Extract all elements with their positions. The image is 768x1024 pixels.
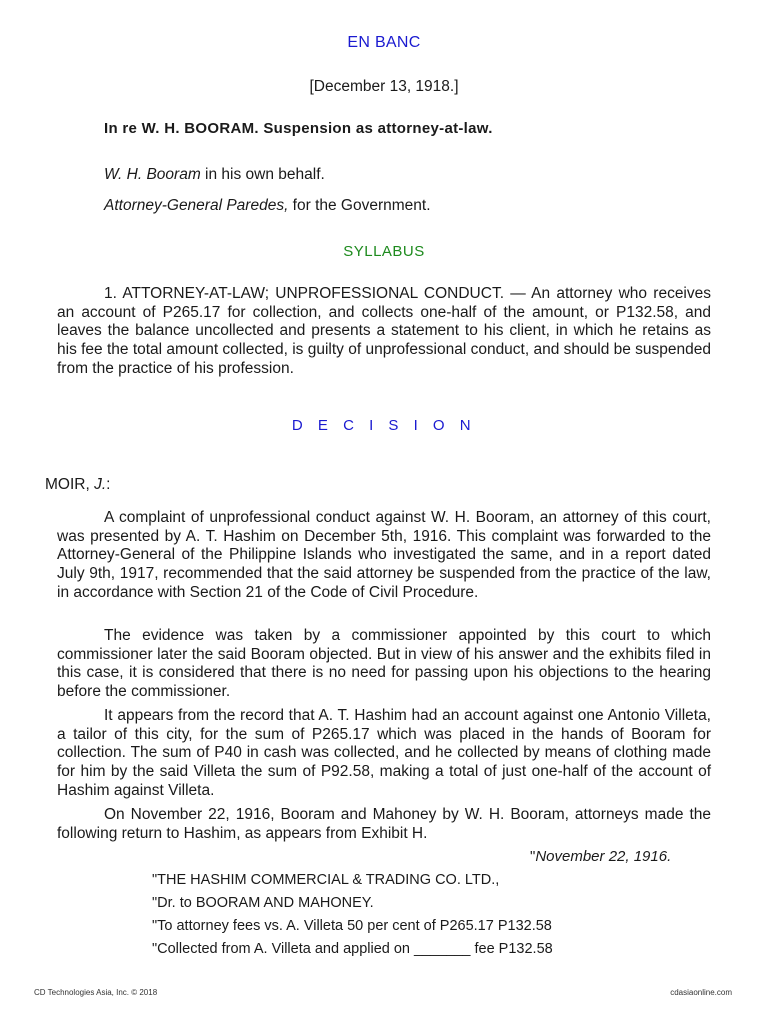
- quote-line: "THE HASHIM COMMERCIAL & TRADING CO. LTD.,: [152, 872, 500, 888]
- ponente-name: MOIR,: [45, 476, 95, 493]
- case-title: In re W. H. BOORAM. Suspension as attorney-at-law.: [104, 120, 493, 137]
- quote-date: [530, 848, 671, 865]
- footer-copyright: CD Technologies Asia, Inc. © 2018: [34, 988, 158, 997]
- decision-heading: D E C I S I O N: [291, 417, 477, 434]
- counsel-line-government: [104, 197, 431, 215]
- case-date: [December 13, 1918.]: [309, 78, 459, 95]
- footer-website: cdasiaonline.com: [670, 988, 732, 997]
- decision-paragraph: It appears from the record that A. T. Hashim had an account against one Antonio Villeta, a tailor of this city, for the sum of P265.17 which was placed in the hands of Booram for collection. The sum of P40 in cash was collected, and he collected by means of clothing made for him by the said Villeta the sum of P92.58, making a total of just one-half of the account of Hashim against Villeta.: [57, 707, 711, 799]
- ponente: [45, 476, 110, 494]
- counsel-role: in his own behalf.: [200, 166, 325, 183]
- counsel-name: Attorney-General Paredes,: [104, 197, 289, 214]
- ponente-title: J.: [94, 476, 107, 493]
- quote-date-text: November 22, 1916.: [535, 848, 672, 865]
- quote-line: "Dr. to BOORAM AND MAHONEY.: [152, 895, 374, 911]
- quote-mark: ": [530, 848, 536, 865]
- quote-line: "Collected from A. Villeta and applied on _______ fee P132.58: [152, 941, 553, 957]
- counsel-role: for the Government.: [288, 197, 431, 214]
- counsel-name: W. H. Booram: [104, 166, 201, 183]
- syllabus-paragraph: 1. ATTORNEY-AT-LAW; UNPROFESSIONAL CONDUCT. — An attorney who receives an account of P265.17 for collection, and collects one-half of the amount, or P132.58, and leaves the balance uncollected and presents a statement to his client, in which he retains as his fee the total amount collected, is guilty of unprofessional conduct, and should be suspended from the practice of his profession.: [57, 285, 712, 377]
- counsel-line-respondent: [104, 166, 325, 184]
- decision-paragraph: On November 22, 1916, Booram and Mahoney by W. H. Booram, attorneys made the following return to Hashim, as appears from Exhibit H.: [57, 806, 711, 842]
- ponente-suffix: :: [106, 476, 111, 493]
- decision-paragraph: A complaint of unprofessional conduct against W. H. Booram, an attorney of this court, was presented by A. T. Hashim on December 5th, 1916. This complaint was forwarded to the Attorney-General of the Philippine Islands who investigated the same, and in a report dated July 9th, 1917, recommended that the said attorney be suspended from the practice of the law, in accordance with Section 21 of the Code of Civil Procedure.: [57, 509, 711, 601]
- syllabus-heading: SYLLABUS: [343, 243, 425, 260]
- court-heading: EN BANC: [347, 34, 421, 51]
- decision-paragraph: The evidence was taken by a commissioner appointed by this court to which commissioner later the said Booram objected. But in view of his answer and the exhibits filed in this case, it is considered that there is no need for passing upon his objections to the hearing before the commissioner.: [57, 627, 711, 701]
- quote-line: "To attorney fees vs. A. Villeta 50 per cent of P265.17 P132.58: [152, 918, 552, 934]
